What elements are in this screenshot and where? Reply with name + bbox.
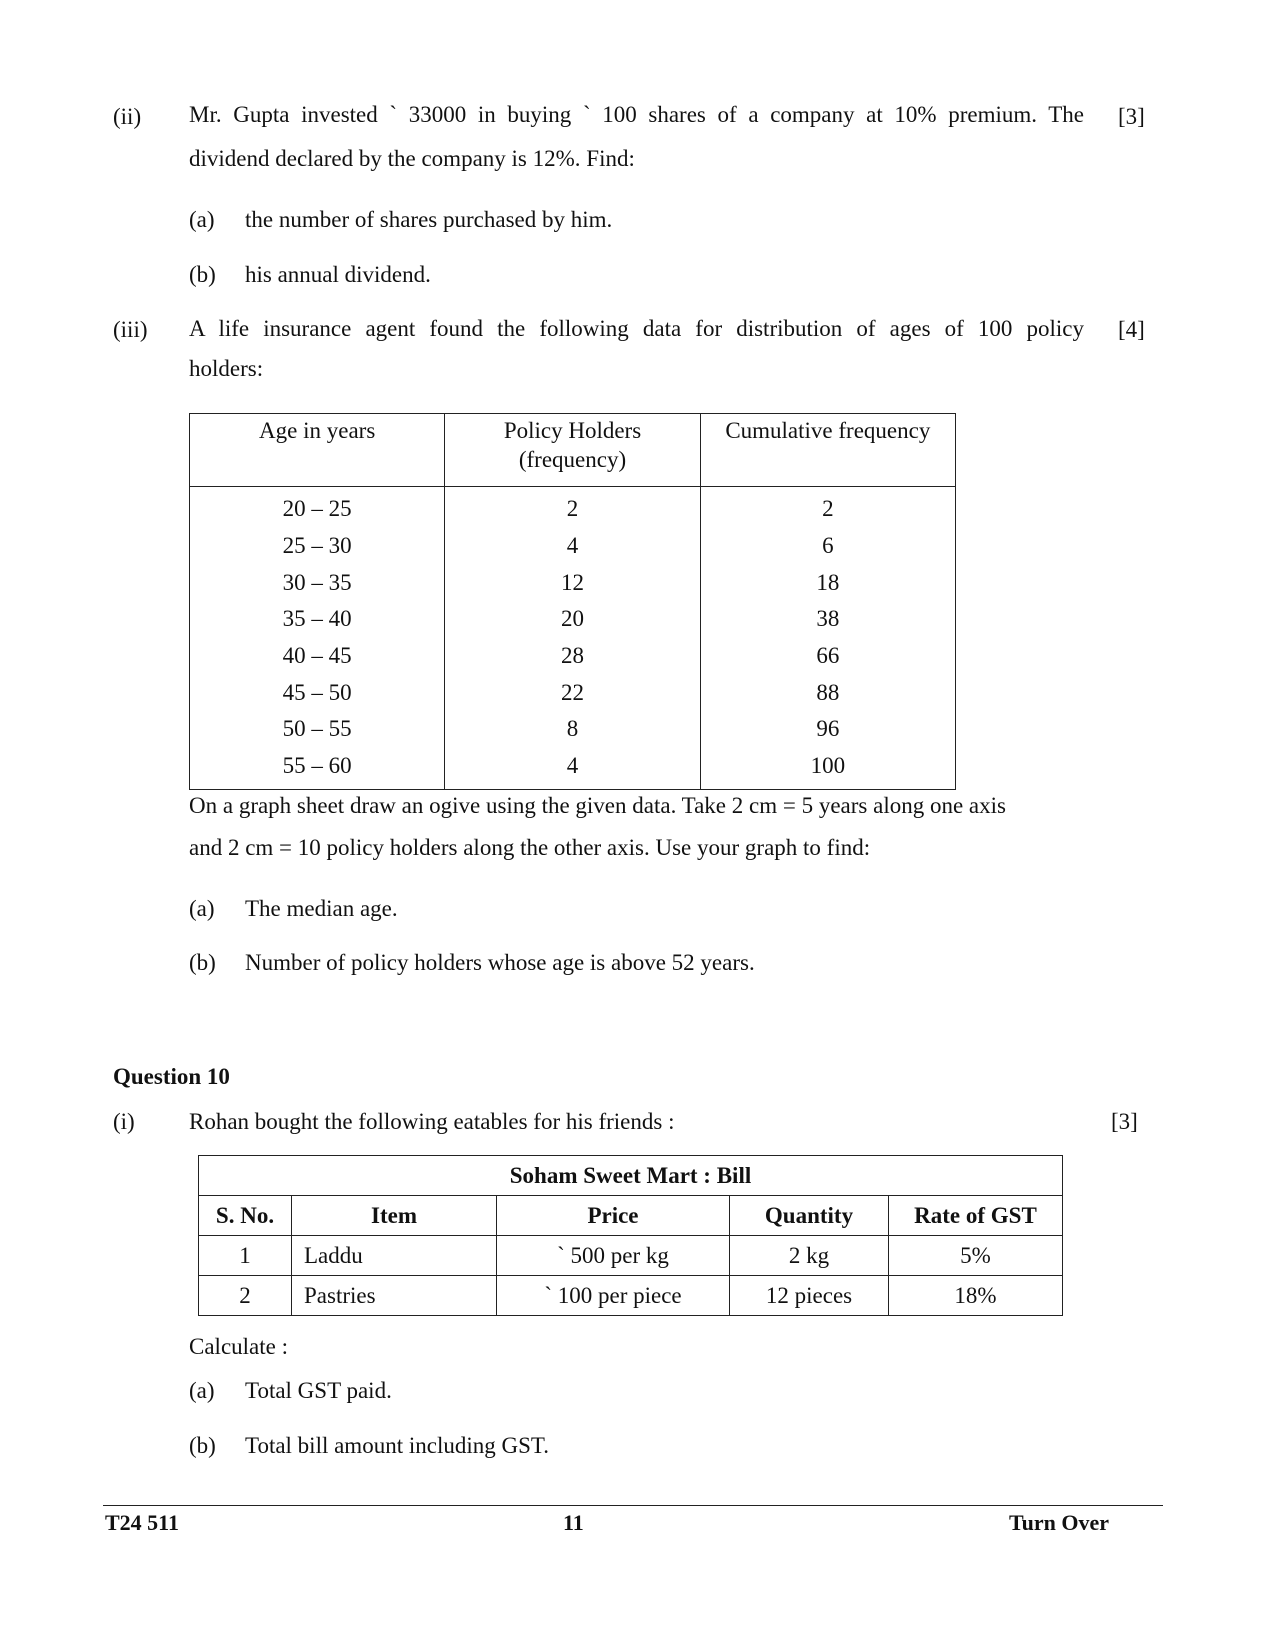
frequency-cell: 8 <box>445 711 700 748</box>
bill-gst-cell: 18% <box>889 1276 1063 1316</box>
question-iii-line1: A life insurance agent found the following data for distribution of ages of 100 policy <box>189 316 1084 341</box>
part-b-label: (b) <box>189 262 216 287</box>
header-frequency-line2: (frequency) <box>518 447 627 472</box>
age-cell: 45 – 50 <box>190 674 445 711</box>
question-number-iii: (iii) <box>113 317 148 342</box>
bill-header-item: Item <box>292 1196 497 1236</box>
age-cell: 35 – 40 <box>190 601 445 638</box>
question-ii-text <box>189 93 1084 181</box>
marks-i: [3] <box>1111 1109 1138 1134</box>
bill-item-cell: Pastries <box>292 1276 497 1316</box>
frequency-cell: 20 <box>445 601 700 638</box>
frequency-cell: 4 <box>445 528 700 565</box>
age-cell: 55 – 60 <box>190 748 445 789</box>
age-cell: 30 – 35 <box>190 564 445 601</box>
question-iii-text <box>189 307 1084 391</box>
bill-header-gst: Rate of GST <box>889 1196 1063 1236</box>
cumulative-cell: 96 <box>700 711 955 748</box>
bill-header-sno: S. No. <box>199 1196 292 1236</box>
frequency-cell: 28 <box>445 638 700 675</box>
question-10-heading: Question 10 <box>113 1064 230 1089</box>
part-a-label: (a) <box>189 207 215 232</box>
table-row <box>199 1276 1063 1316</box>
frequency-cell: 4 <box>445 748 700 789</box>
table-header-age: Age in years <box>190 414 445 487</box>
part-a-label: (a) <box>189 896 215 921</box>
calculate-label: Calculate : <box>189 1334 288 1359</box>
bill-price-cell: ` 100 per piece <box>497 1276 730 1316</box>
question-iii-line2: holders: <box>189 356 264 381</box>
table-row <box>190 564 956 601</box>
age-distribution-table <box>189 413 956 790</box>
cumulative-cell: 18 <box>700 564 955 601</box>
ogive-line1: On a graph sheet draw an ogive using the given data. Take 2 cm = 5 years along one axis <box>189 793 1006 818</box>
age-cell: 40 – 45 <box>190 638 445 675</box>
question-ii-line1: Mr. Gupta invested ` 33000 in buying ` 100 shares of a company at 10% premium. The <box>189 102 1084 127</box>
ogive-line2: and 2 cm = 10 policy holders along the other axis. Use your graph to find: <box>189 835 871 860</box>
marks-ii: [3] <box>1118 104 1145 129</box>
cumulative-cell: 88 <box>700 674 955 711</box>
header-frequency-line1: Policy Holders <box>503 418 642 443</box>
cumulative-cell: 66 <box>700 638 955 675</box>
table-header-frequency <box>445 414 700 487</box>
frequency-cell: 22 <box>445 674 700 711</box>
marks-iii: [4] <box>1118 317 1145 342</box>
age-cell: 50 – 55 <box>190 711 445 748</box>
age-cell: 20 – 25 <box>190 487 445 528</box>
bill-sno-cell: 2 <box>199 1276 292 1316</box>
table-row <box>190 711 956 748</box>
frequency-cell: 12 <box>445 564 700 601</box>
table-row <box>199 1236 1063 1276</box>
table-header-cumulative: Cumulative frequency <box>700 414 955 487</box>
bill-gst-cell: 5% <box>889 1236 1063 1276</box>
part-a-text: The median age. <box>245 896 398 921</box>
bill-item-cell: Laddu <box>292 1236 497 1276</box>
table-row <box>190 601 956 638</box>
part-a-text: the number of shares purchased by him. <box>245 207 613 232</box>
page-number: 11 <box>563 1510 584 1535</box>
part-b-label: (b) <box>189 950 216 975</box>
part-b-label: (b) <box>189 1433 216 1458</box>
cumulative-cell: 100 <box>700 748 955 789</box>
bill-price-cell: ` 500 per kg <box>497 1236 730 1276</box>
question-i-text: Rohan bought the following eatables for his friends : <box>189 1109 675 1134</box>
paper-code: T24 511 <box>105 1510 179 1535</box>
cumulative-cell: 6 <box>700 528 955 565</box>
bill-header-quantity: Quantity <box>730 1196 889 1236</box>
table-row <box>190 748 956 789</box>
sweet-mart-bill-table <box>198 1155 1063 1316</box>
turn-over-label: Turn Over <box>1009 1510 1110 1535</box>
question-number-ii: (ii) <box>113 104 142 129</box>
cumulative-cell: 38 <box>700 601 955 638</box>
ogive-instructions <box>189 784 1006 870</box>
frequency-cell: 2 <box>445 487 700 528</box>
bill-title: Soham Sweet Mart : Bill <box>199 1156 1063 1196</box>
bill-header-price: Price <box>497 1196 730 1236</box>
part-b-text: Number of policy holders whose age is above 52 years. <box>245 950 755 975</box>
bill-quantity-cell: 2 kg <box>730 1236 889 1276</box>
part-a-text: Total GST paid. <box>245 1378 392 1403</box>
table-row <box>190 674 956 711</box>
part-a-label: (a) <box>189 1378 215 1403</box>
cumulative-cell: 2 <box>700 487 955 528</box>
question-ii-line2: dividend declared by the company is 12%. Find: <box>189 146 635 171</box>
part-b-text: Total bill amount including GST. <box>245 1433 549 1458</box>
age-cell: 25 – 30 <box>190 528 445 565</box>
table-row <box>190 528 956 565</box>
bill-sno-cell: 1 <box>199 1236 292 1276</box>
footer-divider <box>103 1505 1163 1506</box>
part-b-text: his annual dividend. <box>245 262 431 287</box>
table-row <box>190 487 956 528</box>
table-row <box>190 638 956 675</box>
question-number-i: (i) <box>113 1109 135 1134</box>
bill-quantity-cell: 12 pieces <box>730 1276 889 1316</box>
